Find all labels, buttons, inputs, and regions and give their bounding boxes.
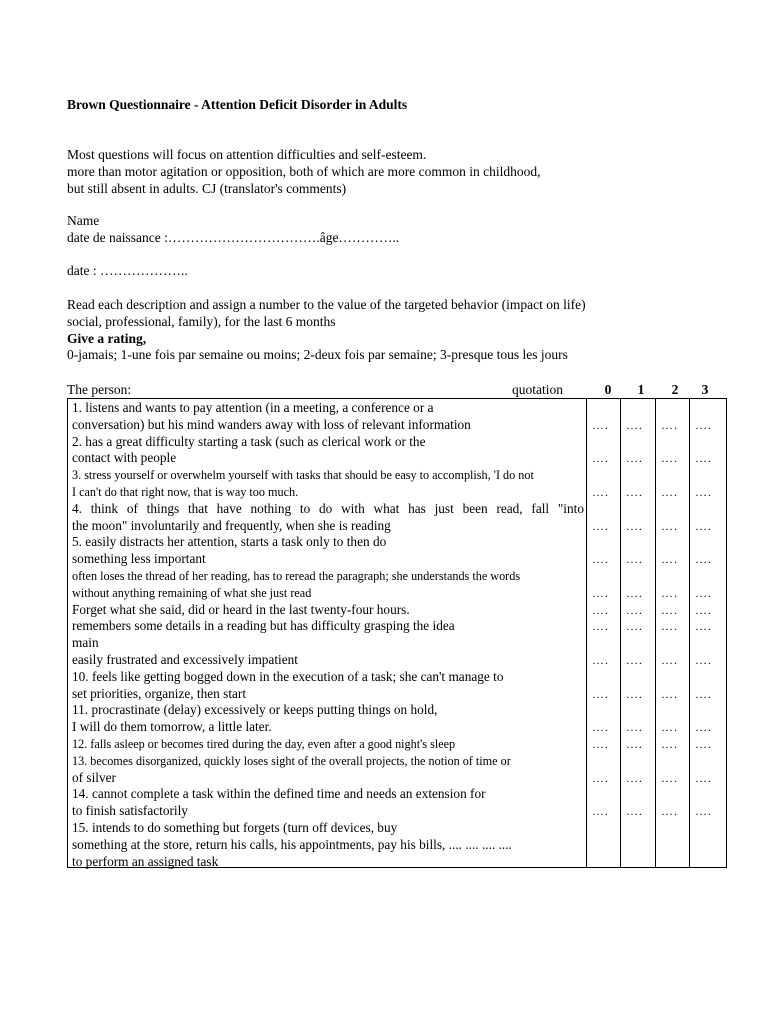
question-row — [72, 618, 712, 652]
question-text: remembers some details in a reading but has difficulty grasping the idea — [72, 618, 455, 634]
rating-cell-1[interactable]: …. — [626, 736, 643, 751]
rating-cell-0[interactable]: …. — [592, 686, 609, 701]
rating-cell-1[interactable]: …. — [626, 686, 643, 701]
rating-cell-0[interactable]: …. — [592, 451, 609, 466]
intro-paragraph — [67, 147, 541, 197]
rating-cell-1[interactable]: …. — [626, 619, 643, 634]
question-row — [72, 820, 588, 870]
rating-cell-3[interactable]: …. — [695, 484, 712, 499]
rating-cell-0[interactable]: …. — [592, 770, 609, 785]
question-text: 11. procrastinate (delay) excessively or keeps putting things on hold, — [72, 702, 438, 718]
rating-cell-1[interactable]: …. — [626, 652, 643, 667]
rating-cell-2[interactable]: …. — [661, 736, 678, 751]
rating-cell-3[interactable]: …. — [695, 736, 712, 751]
rating-cell-1[interactable]: …. — [626, 602, 643, 617]
rating-cell-2[interactable]: …. — [661, 518, 678, 533]
rating-cell-0[interactable]: …. — [592, 602, 609, 617]
rating-cell-3[interactable]: …. — [695, 652, 712, 667]
rating-cell-3[interactable]: …. — [695, 804, 712, 819]
question-text: something at the store, return his calls, his appointments, pay his bills, .... .... .... .... — [72, 836, 512, 852]
date-line: date : ……………….. — [67, 263, 188, 278]
question-text: 2. has a great difficulty starting a task (such as clerical work or the — [72, 433, 426, 449]
rating-cell-2[interactable]: …. — [661, 686, 678, 701]
date-section — [67, 263, 188, 280]
rating-cell-1[interactable]: …. — [626, 804, 643, 819]
rating-cell-3[interactable]: …. — [695, 770, 712, 785]
rating-cell-3[interactable]: …. — [695, 451, 712, 466]
question-row — [72, 702, 712, 736]
question-text: 15. intends to do something but forgets (turn off devices, buy — [72, 819, 398, 835]
question-row — [72, 668, 712, 703]
rating-cell-3[interactable]: …. — [695, 552, 712, 567]
question-text: easily frustrated and excessively impatient — [72, 651, 298, 667]
question-text: Forget what she said, did or heard in the last twenty-four hours. — [72, 601, 410, 617]
question-row — [72, 400, 712, 434]
question-row — [72, 736, 712, 753]
column-header-3: 3 — [701, 382, 709, 397]
rating-cell-0[interactable]: …. — [592, 736, 609, 751]
rating-cell-1[interactable]: …. — [626, 720, 643, 735]
rating-cell-2[interactable]: …. — [661, 770, 678, 785]
question-rows — [72, 400, 712, 870]
column-divider — [620, 399, 621, 867]
column-divider — [689, 399, 690, 867]
question-text: 10. feels like getting bogged down in the execution of a task; she can't manage to — [72, 668, 504, 684]
name-label: Name — [67, 213, 100, 228]
rating-cell-2[interactable]: …. — [661, 552, 678, 567]
rating-cell-0[interactable]: …. — [592, 585, 609, 600]
question-row — [72, 467, 712, 501]
question-text: to perform an assigned task — [72, 853, 219, 869]
question-text: without anything remaining of what she just read — [72, 585, 312, 600]
question-text: of silver — [72, 769, 116, 785]
question-row — [72, 786, 712, 820]
question-text: often loses the thread of her reading, has to reread the paragraph; she understands the words — [72, 568, 521, 583]
table-header — [67, 381, 727, 398]
dob-age-line: date de naissance :…………………………….âge………….. — [67, 229, 400, 245]
rating-cell-2[interactable]: …. — [661, 484, 678, 499]
questionnaire-table — [67, 398, 727, 868]
rating-cell-0[interactable]: …. — [592, 484, 609, 499]
rating-cell-3[interactable]: …. — [695, 720, 712, 735]
rating-cell-3[interactable]: …. — [695, 602, 712, 617]
instructions-line: Read each description and assign a number to the value of the targeted behavior (impact on life) — [67, 297, 586, 312]
question-text: conversation) but his mind wanders away with loss of relevant information — [72, 416, 471, 432]
rating-cell-1[interactable]: …. — [626, 451, 643, 466]
rating-cell-3[interactable]: …. — [695, 518, 712, 533]
intro-line: Most questions will focus on attention difficulties and self-esteem. — [67, 147, 427, 162]
question-text: 1. listens and wants to pay attention (in a meeting, a conference or a — [72, 400, 434, 415]
rating-cell-2[interactable]: …. — [661, 652, 678, 667]
rating-cell-0[interactable]: …. — [592, 720, 609, 735]
question-row — [72, 753, 712, 787]
question-text: contact with people — [72, 450, 177, 466]
question-text: I can't do that right now, that is way too much. — [72, 484, 299, 499]
rating-heading: Give a rating, — [67, 330, 147, 346]
rating-cell-2[interactable]: …. — [661, 451, 678, 466]
rating-scale: 0-jamais; 1-une fois par semaine ou moins; 2-deux fois par semaine; 3-presque tous les jours — [67, 347, 568, 363]
rating-cell-1[interactable]: …. — [626, 417, 643, 432]
rating-cell-0[interactable]: …. — [592, 552, 609, 567]
rating-cell-1[interactable]: …. — [626, 585, 643, 600]
column-header-0: 0 — [604, 382, 612, 397]
question-text: 14. cannot complete a task within the defined time and needs an extension for — [72, 786, 486, 802]
question-text: I will do them tomorrow, a little later. — [72, 719, 272, 735]
question-row — [72, 568, 712, 602]
rating-cell-3[interactable]: …. — [695, 417, 712, 432]
rating-cell-2[interactable]: …. — [661, 585, 678, 600]
question-text: 12. falls asleep or becomes tired during the day, even after a good night's sleep — [72, 736, 456, 751]
question-row — [72, 433, 712, 468]
question-text: 5. easily distracts her attention, starts a task only to then do — [72, 534, 387, 550]
instructions — [67, 297, 586, 364]
question-text: 3. stress yourself or overwhelm yourself with tasks that should be easy to accomplish, 'I do not — [72, 468, 534, 483]
rating-cell-0[interactable]: …. — [592, 518, 609, 533]
rating-cell-3[interactable]: …. — [695, 619, 712, 634]
question-row — [72, 500, 712, 535]
column-header-2: 2 — [671, 382, 679, 397]
question-row — [72, 534, 712, 568]
question-row — [72, 651, 712, 669]
column-divider — [655, 399, 656, 867]
intro-line: but still absent in adults. CJ (translator's comments) — [67, 180, 347, 196]
person-label: The person: — [67, 382, 132, 397]
question-text: to finish satisfactorily — [72, 803, 188, 819]
identity-section — [67, 213, 399, 247]
rating-cell-1[interactable]: …. — [626, 770, 643, 785]
question-text: 4. think of things that have nothing to do with what has just been read, fall "into — [72, 500, 584, 516]
rating-cell-2[interactable]: …. — [661, 720, 678, 735]
question-text: something less important — [72, 551, 206, 567]
rating-cell-0[interactable]: …. — [592, 652, 609, 667]
document-title: Brown Questionnaire - Attention Deficit Disorder in Adults — [67, 97, 408, 112]
question-text: 13. becomes disorganized, quickly loses sight of the overall projects, the notion of time or — [72, 753, 511, 768]
question-text: main — [72, 635, 99, 651]
rating-cell-3[interactable]: …. — [695, 585, 712, 600]
quotation-label: quotation — [512, 382, 563, 397]
column-header-1: 1 — [637, 382, 645, 397]
intro-line: more than motor agitation or opposition, both of which are more common in childhood, — [67, 163, 541, 179]
rating-cell-0[interactable]: …. — [592, 417, 609, 432]
rating-cell-2[interactable]: …. — [661, 417, 678, 432]
rating-cell-1[interactable]: …. — [626, 518, 643, 533]
rating-cell-1[interactable]: …. — [626, 484, 643, 499]
question-text: the moon" involuntarily and frequently, when she is reading — [72, 517, 391, 533]
rating-cell-0[interactable]: …. — [592, 804, 609, 819]
rating-cell-3[interactable]: …. — [695, 686, 712, 701]
rating-cell-0[interactable]: …. — [592, 619, 609, 634]
rating-cell-2[interactable]: …. — [661, 602, 678, 617]
rating-cell-2[interactable]: …. — [661, 804, 678, 819]
rating-cell-2[interactable]: …. — [661, 619, 678, 634]
question-text: set priorities, organize, then start — [72, 685, 247, 701]
rating-cell-1[interactable]: …. — [626, 552, 643, 567]
question-row — [72, 601, 712, 619]
instructions-line: social, professional, family), for the last 6 months — [67, 313, 336, 329]
